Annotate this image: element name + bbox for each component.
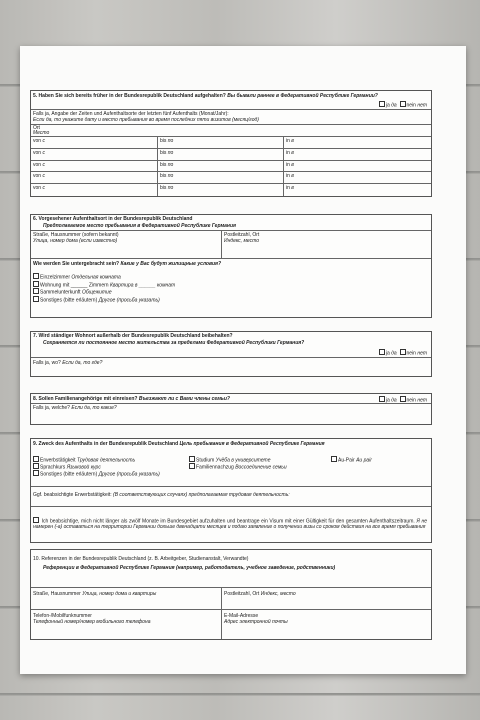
place-field[interactable]: in в [283, 149, 431, 160]
question-5-de: 5. Haben Sie sich bereits früher in der Bundesrepublik Deutschland aufgehalten? [33, 93, 226, 99]
ref-postal-field[interactable]: Postleitzahl, Ort Индекс, место [221, 588, 431, 609]
yes-no-group: ja да nein нет [379, 101, 427, 109]
from-field[interactable]: von с [33, 173, 45, 180]
question-8-ru: Въезжают ли с Вами члены семьи? [138, 396, 230, 402]
ref-phone-field[interactable]: Telefon-/Mobilfunknummer Телефонный номер/номер мобильного телефона [33, 613, 151, 625]
option-single-room[interactable]: Einzelzimmer Отдельная комната [33, 273, 175, 281]
question-7-ru: Сохраняется ли постоянное место жительства за пределами Федеративной Республики Германия? [43, 340, 305, 346]
postal-field[interactable]: Postleitzahl, Ort Индекс, место [221, 231, 431, 258]
ref-street-field[interactable]: Straße, Hausnummer Улица, номер дома и квартиры [33, 591, 157, 597]
street-field[interactable]: Straße, Hausnummer (sofern bekannt) Улица, номер дома (если известно) [33, 232, 119, 244]
section-6-header [31, 215, 431, 231]
falls-row [31, 110, 431, 125]
option-language-course[interactable]: Sprachkurs Языковой курс [33, 463, 101, 471]
until-field[interactable]: bis по [157, 149, 283, 160]
falls-ru: Если да, то укажите дату и место пребывания во время последних пяти визитов (месяц/год) [33, 117, 259, 123]
yes-checkbox[interactable] [379, 101, 385, 107]
until-field[interactable]: bis по [157, 137, 283, 148]
stay-row [31, 184, 431, 196]
until-field[interactable]: bis по [157, 161, 283, 172]
place-field[interactable]: in в [283, 184, 431, 196]
no-checkbox[interactable] [400, 349, 406, 355]
section-family-members: 8. Sollen Familienangehörige mit einreisen? Въезжают ли с Вами члены семьи? ja да nein нет Falls ja, welche? Если да, то какие? [30, 393, 432, 425]
section-9-title-de: 9. Zweck des Aufenthalts in der Bundesrepublik Deutschland [33, 441, 179, 447]
section-previous-stays [30, 90, 432, 197]
section-purpose [30, 438, 432, 543]
place-field[interactable]: in в [283, 161, 431, 172]
stay-row [31, 137, 431, 149]
until-field[interactable]: bis по [157, 184, 283, 196]
yes-checkbox[interactable] [379, 396, 385, 402]
place-field[interactable]: in в [283, 137, 431, 148]
no-checkbox[interactable] [400, 101, 406, 107]
ort-header-row: Ort Место [31, 125, 431, 137]
which-field[interactable]: Falls ja, welche? Если да, то какие? [33, 405, 117, 411]
question-8-de: 8. Sollen Familienangehörige mit einreisen? [33, 396, 138, 402]
section-references [30, 549, 432, 640]
from-field[interactable]: von с [33, 149, 45, 156]
section-10-title-ru: Референции в Федеративной Республике Германия (например, работодатель, учебное заведение, родственники) [43, 565, 336, 571]
section-9-title-ru: Цель пребывания в Федеративной Республике Германия [179, 441, 325, 447]
option-other[interactable]: Sonstiges (bitte erläutern) Другое (просьба указать) [33, 296, 175, 304]
ref-email-field[interactable]: E-Mail-Adresse Адрес электронной почты [221, 610, 431, 639]
place-field[interactable]: in в [283, 172, 431, 183]
no-checkbox[interactable] [400, 396, 406, 402]
option-au-pair[interactable]: Au-Pair Au pair [331, 456, 372, 464]
until-field[interactable]: bis по [157, 172, 283, 183]
question-7-de: 7. Wird ständiger Wohnort außerhalb der Bundesrepublik Deutschland beibehalten? [33, 333, 233, 339]
stay-row [31, 172, 431, 184]
intended-employment-field[interactable]: Ggf. beabsichtigte Erwerbstätigkeit: (В соответствующих случаях) предполагаемая трудовая деятельность: [31, 487, 431, 507]
yes-checkbox[interactable] [379, 349, 385, 355]
section-5-header [31, 91, 431, 110]
section-6-title-ru: Предполагаемое место пребывания в Федеративной Республике Германия [43, 223, 236, 229]
from-field[interactable]: von с [33, 185, 45, 192]
address-row [31, 231, 431, 259]
stay-row [31, 161, 431, 173]
question-5-ru: Вы бывали раннее в Федеративной Республике Германии? [227, 93, 378, 99]
option-employment[interactable]: Erwerbstätigkeit Трудовая деятельность [33, 456, 135, 464]
section-10-title-de: 10. Referenzen in der Bundesrepublik Deutschland (z. B. Arbeitgeber, Studienanstalt, Verwandte) [33, 556, 249, 562]
stay-row [31, 149, 431, 161]
declaration-checkbox[interactable] [33, 517, 39, 523]
where-field[interactable]: Falls ja, wo? Если да, то где? [33, 360, 103, 366]
falls-de: Falls ja, Angabe der Zeiten und Aufenthaltsorte der letzten fünf Aufenthalts (Monat/Jahr): [33, 111, 229, 117]
option-family-reunion[interactable]: Familiennachzug Воссоединение семьи [189, 463, 287, 471]
from-field[interactable]: von с [33, 138, 45, 144]
option-study[interactable]: Studium Учёба в университете [189, 456, 271, 464]
from-field[interactable]: von с [33, 161, 45, 168]
section-residence-kept: 7. Wird ständiger Wohnort außerhalb der Bundesrepublik Deutschland beibehalten? Сохраняется ли постоянное место жительства за пределами Федеративной Республики Германия? ja да nein нет Falls ja, wo? Если да, то где? [30, 331, 432, 377]
twelve-month-declaration: Ich beabsichtige, mich nicht länger als zwölf Monate im Bundesgebiet aufzuhalten und beantrage ein Visum mit einer Gültigkeit für den gesamten Aufenthaltszeitraum. Я не намерен (-а) оставаться на территории Германии дольше двенадцати месяцев и подаю заявление о получении визы со сроком действия на все время пребывания [33, 518, 427, 530]
option-shared-housing[interactable]: Sammelunterkunft Общежитие [33, 288, 175, 296]
section-6-title-de: 6. Vorgesehener Aufenthaltsort in der Bundesrepublik Deutschland [33, 216, 193, 222]
option-apartment[interactable]: Wohnung mit ______ Zimmern Квартира в ______ комнат [33, 281, 175, 289]
accommodation-row: Wie werden Sie untergebracht sein? Какие у Вас будут жилищные условия? Einzelzimmer Отдельная комната Wohnung mit ______ Zimmern Квартира в ______ комнат Sammelunterkunft Общежитие Sonstiges (bitte erläutern) Другое (просьба указать) [33, 261, 222, 303]
section-planned-residence [30, 214, 432, 318]
option-other[interactable]: Sonstiges (bitte erläutern) Другое (просьба указать) [33, 470, 160, 478]
